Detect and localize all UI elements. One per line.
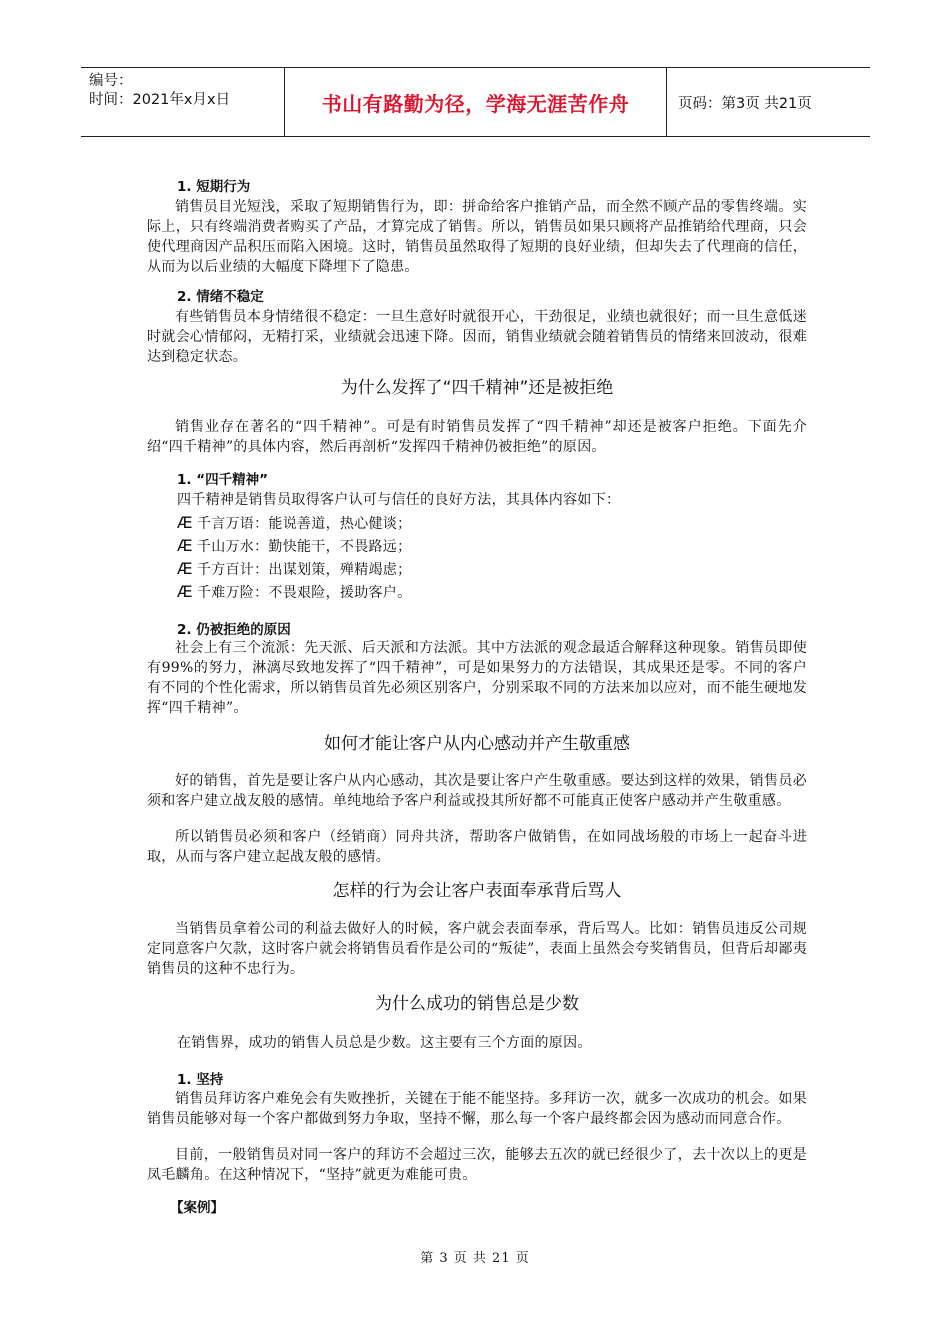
section-title-four-spirit: 1. “四千精神”	[177, 472, 268, 488]
bullet-text: 千山万水：勤快能干，不畏路远；	[196, 539, 412, 555]
bullet-text: 千方百计：出谋划策，殚精竭虑；	[196, 562, 412, 578]
header-meta	[89, 72, 230, 110]
bullet-item	[177, 559, 411, 580]
paragraph-persist-1	[147, 1089, 807, 1129]
case-label: 【案例】	[170, 1200, 224, 1216]
paragraph-flatter	[147, 919, 807, 979]
header-motto: 书山有路勤为径，学海无涯苦作舟	[321, 91, 630, 116]
bullet-item	[177, 536, 411, 557]
paragraph-emotion	[147, 307, 807, 367]
section-title-emotion: 2. 情绪不稳定	[177, 289, 264, 305]
heading-four-spirit: 为什么发挥了“四千精神”还是被拒绝	[340, 378, 614, 398]
paragraph-respect-2	[147, 827, 807, 867]
paragraph-short-term	[147, 197, 807, 277]
page-footer: 第 3 页 共 21 页	[420, 1251, 530, 1266]
bullet-mark-icon: Æ	[177, 536, 193, 555]
page-header	[81, 67, 870, 137]
paragraph-text: 所以销售员必须和客户（经销商）同舟共济，帮助客户做销售，在如同战场般的市场上一起奋斗进取，从而与客户建立起战友般的感情。	[147, 829, 807, 865]
paragraph-text: 销售业存在著名的“四千精神”。可是有时销售员发挥了“四千精神”却还是被客户拒绝。下面先介绍“四千精神”的具体内容，然后再剖析“发挥四千精神仍被拒绝”的原因。	[147, 419, 807, 455]
paragraph-text: 目前，一般销售员对同一客户的拜访不会超过三次，能够去五次的就已经很少了，去十次以上的更是凤毛麟角。在这种情况下，“坚持”就更为难能可贵。	[147, 1147, 807, 1183]
bullet-item	[177, 513, 411, 534]
bullet-mark-icon: Æ	[177, 513, 193, 532]
paragraph-text: 当销售员拿着公司的利益去做好人的时候，客户就会表面奉承，背后骂人。比如：销售员违反公司规定同意客户欠款，这时客户就会将销售员看作是公司的“叛徒”，表面上虽然会夸奖销售员，但背后却鄙夷销售员的这种不忠行为。	[147, 921, 807, 977]
bullet-text: 千言万语：能说善道，热心健谈；	[196, 516, 412, 532]
paragraph-respect-1	[147, 771, 807, 811]
paragraph-text: 销售员目光短浅，采取了短期销售行为，即：拼命给客户推销产品，而全然不顾产品的零售终端。实际上，只有终端消费者购买了产品，才算完成了销售。所以，销售员如果只顾将产品推销给代理商，只会使代理商因产品积压而陷入困境。这时，销售员虽然取得了短期的良好业绩，但却失去了代理商的信任，从而为以后业绩的大幅度下降埋下了隐患。	[147, 199, 807, 275]
heading-flatter: 怎样的行为会让客户表面奉承背后骂人	[332, 881, 622, 901]
section-title-persist: 1. 坚持	[177, 1072, 224, 1088]
section-title-short-term: 1. 短期行为	[177, 179, 251, 195]
paragraph-persist-2	[147, 1145, 807, 1185]
section-title-rejection: 2. 仍被拒绝的原因	[177, 622, 291, 638]
heading-respect: 如何才能让客户从内心感动并产生敬重感	[324, 734, 630, 754]
heading-success: 为什么成功的销售总是少数	[375, 994, 579, 1014]
header-date-label: 时间：2021年x月x日	[89, 92, 231, 108]
header-page-label: 页码：第3页 共21页	[678, 95, 812, 112]
bullet-mark-icon: Æ	[177, 582, 193, 601]
bullet-item	[177, 582, 411, 603]
paragraph-success: 在销售界，成功的销售人员总是少数。这主要有三个方面的原因。	[177, 1035, 592, 1051]
paragraph-text: 销售员拜访客户难免会有失败挫折，关键在于能不能坚持。多拜访一次，就多一次成功的机会。如果销售员能够对每一个客户都做到努力争取，坚持不懈，那么每一个客户最终都会因为感动而同意合作。	[147, 1091, 807, 1127]
paragraph-four-intro	[147, 417, 807, 457]
paragraph-four-def: 四千精神是销售员取得客户认可与信任的良好方法，其具体内容如下：	[177, 492, 621, 508]
header-number-label: 编号：	[89, 73, 133, 89]
paragraph-rejection	[147, 638, 807, 718]
bullet-text: 千难万险：不畏艰险，援助客户。	[196, 585, 412, 601]
bullet-mark-icon: Æ	[177, 559, 193, 578]
paragraph-text: 社会上有三个流派：先天派、后天派和方法派。其中方法派的观念最适合解释这种现象。销售员即使有99%的努力，淋漓尽致地发挥了“四千精神”，可是如果努力的方法错误，其成果还是零。不同的客户有不同的个性化需求，所以销售员首先必须区别客户，分别采取不同的方法来加以应对，而不能生硬地发挥“四千精神”。	[147, 640, 807, 716]
paragraph-text: 好的销售，首先是要让客户从内心感动，其次是要让客户产生敬重感。要达到这样的效果，销售员必须和客户建立战友般的感情。单纯地给予客户利益或投其所好都不可能真正使客户感动并产生敬重感。	[147, 773, 807, 809]
paragraph-text: 有些销售员本身情绪很不稳定：一旦生意好时就很开心，干劲很足，业绩也就很好；而一旦生意低迷时就会心情郁闷，无精打采，业绩就会迅速下降。因而，销售业绩就会随着销售员的情绪来回波动，很难达到稳定状态。	[147, 309, 807, 365]
